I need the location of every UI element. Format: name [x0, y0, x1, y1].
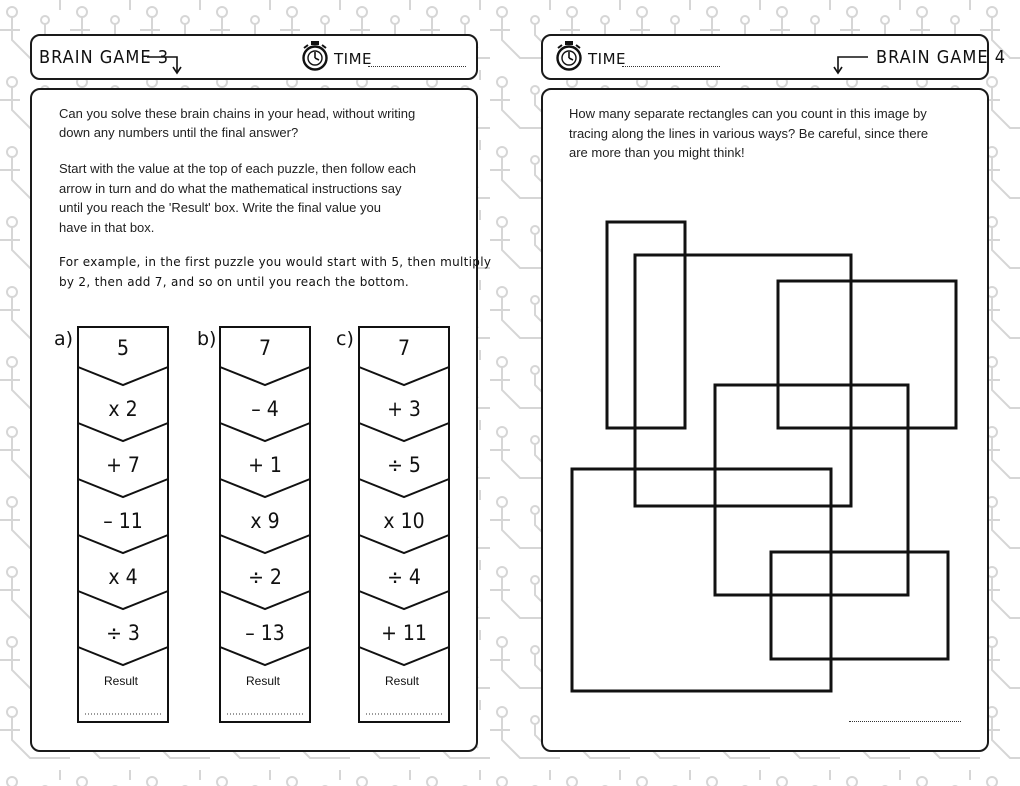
puzzle-c-start: 7	[397, 336, 411, 360]
instruction-line-3: until you reach the 'Result' box. Write the final value you	[59, 200, 381, 215]
example-line-1: For example, in the first puzzle you would start with 5, then multiply	[59, 255, 492, 269]
right-page-title: BRAIN GAME 4	[876, 47, 1007, 68]
puzzle-a-step-2: + 7	[106, 453, 140, 477]
puzzle-c-step-1: + 3	[387, 397, 421, 421]
puzzle-b-step-1: – 4	[251, 397, 279, 421]
question-line-1: How many separate rectangles can you count in this image by	[569, 106, 927, 121]
left-page-title: BRAIN GAME 3	[39, 47, 170, 68]
puzzle-c-label: c)	[336, 328, 354, 350]
puzzle-b-step-4: ÷ 2	[248, 565, 282, 589]
puzzle-b-result-label: Result	[245, 674, 280, 688]
puzzle-c-step-4: ÷ 4	[387, 565, 421, 589]
puzzle-b-start: 7	[258, 336, 272, 360]
puzzle-b-step-2: + 1	[248, 453, 282, 477]
instruction-line-4: have in that box.	[59, 220, 155, 235]
rectangle-1	[607, 222, 685, 428]
rectangle-6	[771, 552, 948, 659]
puzzle-a-label: a)	[54, 328, 74, 350]
instruction-line-1: Start with the value at the top of each puzzle, then follow each	[59, 161, 416, 176]
puzzle-a-step-5: ÷ 3	[106, 621, 140, 645]
puzzle-b-step-5: – 13	[245, 621, 285, 645]
right-time-label: TIME	[588, 50, 627, 68]
left-time-label: TIME	[334, 50, 373, 68]
intro-line-2: down any numbers until the final answer?	[59, 125, 299, 140]
puzzle-b-label: b)	[197, 328, 217, 350]
instruction-line-2: arrow in turn and do what the mathematical instructions say	[59, 181, 402, 196]
rectangle-3	[778, 281, 956, 428]
puzzle-c-step-3: x 10	[383, 509, 425, 533]
puzzle-a-step-4: x 4	[108, 565, 138, 589]
rectangle-count-answer-line[interactable]	[849, 721, 961, 722]
puzzle-a-step-3: – 11	[103, 509, 143, 533]
example-line-2: by 2, then add 7, and so on until you reach the bottom.	[59, 275, 410, 289]
question-line-2: tracing along the lines in various ways? Be careful, since there	[569, 126, 929, 141]
puzzle-a-start: 5	[116, 336, 130, 360]
puzzle-a-result-label: Result	[103, 674, 138, 688]
puzzle-b-step-3: x 9	[250, 509, 280, 533]
puzzle-a-step-1: x 2	[108, 397, 138, 421]
puzzle-c-result-label: Result	[384, 674, 419, 688]
puzzle-c-step-5: + 11	[381, 621, 427, 645]
puzzle-c-step-2: ÷ 5	[387, 453, 421, 477]
rectangle-4	[715, 385, 908, 595]
question-line-3: are more than you might think!	[569, 145, 745, 160]
intro-line-1: Can you solve these brain chains in your head, without writing	[59, 106, 416, 121]
